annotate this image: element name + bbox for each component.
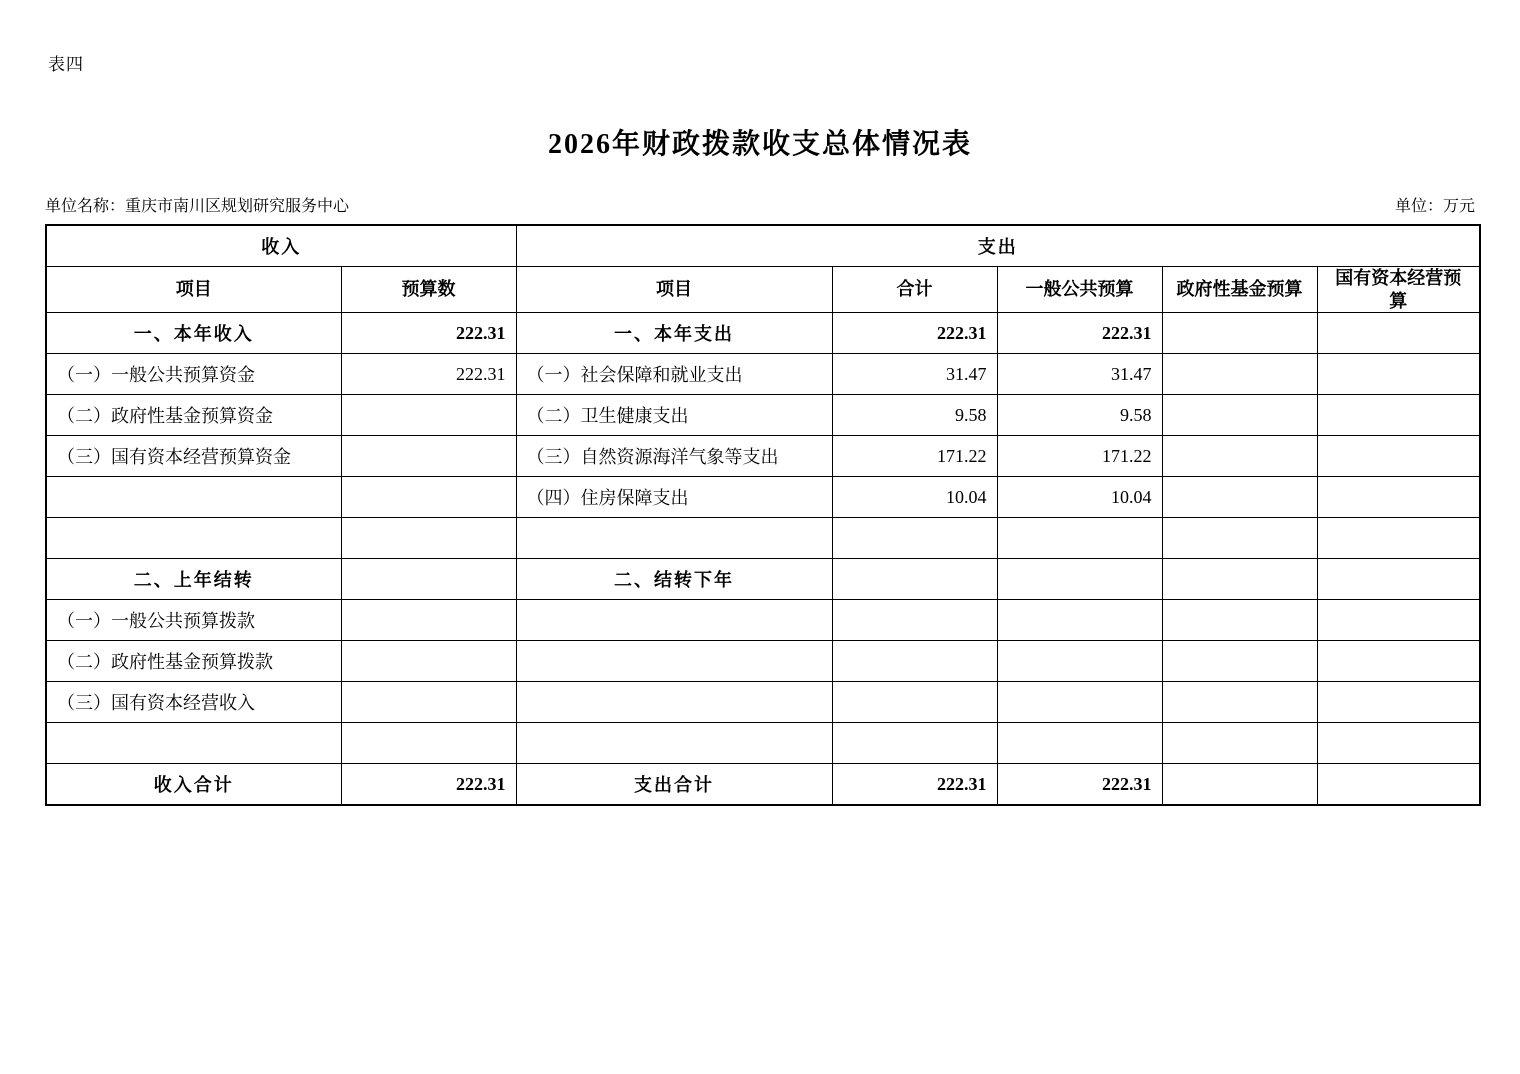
cell-income-budget: 222.31 (341, 313, 516, 354)
cell-total (832, 723, 997, 764)
cell-gov-fund (1162, 354, 1317, 395)
cell-income-item: （三）国有资本经营收入 (46, 682, 341, 723)
cell-income-budget (341, 682, 516, 723)
cell-gov-fund (1162, 723, 1317, 764)
cell-general-public (997, 723, 1162, 764)
cell-gov-fund (1162, 477, 1317, 518)
cell-income-item: 二、上年结转 (46, 559, 341, 600)
group-header-expense: 支出 (516, 225, 1480, 267)
table-row (46, 559, 1480, 600)
cell-general-public-total: 222.31 (997, 764, 1162, 806)
page-title: 2026年财政拨款收支总体情况表 (547, 129, 972, 160)
table-row (46, 600, 1480, 641)
table-row (46, 723, 1480, 764)
cell-income-budget (341, 395, 516, 436)
cell-total: 31.47 (832, 354, 997, 395)
cell-income-item: （二）政府性基金预算资金 (46, 395, 341, 436)
cell-state-capital (1317, 477, 1480, 518)
amount-unit-label: 单位：万元 (1394, 198, 1475, 215)
group-header-income: 收入 (46, 225, 516, 267)
cell-state-capital (1317, 354, 1480, 395)
total-row (46, 764, 1480, 806)
cell-gov-fund (1162, 682, 1317, 723)
cell-expense-item: （二）卫生健康支出 (516, 395, 832, 436)
cell-expense-item: （四）住房保障支出 (516, 477, 832, 518)
cell-income-budget: 222.31 (341, 354, 516, 395)
cell-expense-item: 一、本年支出 (516, 313, 832, 354)
unit-name-value: 重庆市南川区规划研究服务中心 (125, 198, 350, 215)
cell-income-item: （一）一般公共预算拨款 (46, 600, 341, 641)
table-row (46, 436, 1480, 477)
cell-total: 9.58 (832, 395, 997, 436)
cell-state-capital (1317, 600, 1480, 641)
cell-gov-fund (1162, 313, 1317, 354)
column-header-row (46, 267, 1480, 313)
cell-general-public: 10.04 (997, 477, 1162, 518)
cell-expense-item (516, 641, 832, 682)
cell-expense-item: 二、结转下年 (516, 559, 832, 600)
cell-state-capital (1317, 436, 1480, 477)
cell-income-budget (341, 559, 516, 600)
col-header-expense-item: 项目 (516, 267, 832, 313)
meta-row (45, 193, 1475, 217)
cell-income-budget (341, 477, 516, 518)
cell-income-item: （一）一般公共预算资金 (46, 354, 341, 395)
table-row (46, 641, 1480, 682)
cell-income-total-value: 222.31 (341, 764, 516, 806)
cell-general-public: 31.47 (997, 354, 1162, 395)
cell-gov-fund (1162, 559, 1317, 600)
table-row (46, 354, 1480, 395)
cell-total (832, 600, 997, 641)
cell-total (832, 559, 997, 600)
cell-income-budget (341, 436, 516, 477)
cell-total (832, 641, 997, 682)
cell-state-capital (1317, 313, 1480, 354)
cell-general-public: 171.22 (997, 436, 1162, 477)
unit-name-label: 单位名称： (45, 198, 126, 215)
cell-gov-fund (1162, 600, 1317, 641)
cell-income-item: 一、本年收入 (46, 313, 341, 354)
cell-expense-item (516, 682, 832, 723)
cell-state-capital (1317, 395, 1480, 436)
col-header-income-item: 项目 (46, 267, 341, 313)
budget-table-body (46, 225, 1480, 805)
table-row (46, 313, 1480, 354)
col-header-general-public: 一般公共预算 (997, 267, 1162, 313)
cell-gov-fund (1162, 518, 1317, 559)
cell-general-public (997, 559, 1162, 600)
cell-income-item (46, 723, 341, 764)
unit-name-line (45, 193, 349, 216)
cell-expense-total-value: 222.31 (832, 764, 997, 806)
cell-total: 171.22 (832, 436, 997, 477)
cell-total (832, 518, 997, 559)
cell-income-budget (341, 600, 516, 641)
cell-total (832, 682, 997, 723)
cell-gov-fund (1162, 436, 1317, 477)
cell-state-capital (1317, 682, 1480, 723)
cell-state-capital (1317, 518, 1480, 559)
col-header-total: 合计 (832, 267, 997, 313)
budget-table (45, 224, 1481, 806)
table-row (46, 477, 1480, 518)
cell-total: 222.31 (832, 313, 997, 354)
cell-expense-item: （一）社会保障和就业支出 (516, 354, 832, 395)
cell-expense-item (516, 723, 832, 764)
cell-income-item: （二）政府性基金预算拨款 (46, 641, 341, 682)
cell-income-budget (341, 723, 516, 764)
cell-general-public (997, 682, 1162, 723)
cell-total: 10.04 (832, 477, 997, 518)
cell-general-public (997, 518, 1162, 559)
cell-income-total-label: 收入合计 (46, 764, 341, 806)
cell-general-public: 222.31 (997, 313, 1162, 354)
cell-general-public (997, 600, 1162, 641)
cell-income-budget (341, 518, 516, 559)
cell-expense-total-label: 支出合计 (516, 764, 832, 806)
cell-gov-fund (1162, 641, 1317, 682)
sheet-label: 表四 (48, 55, 84, 74)
cell-expense-item (516, 600, 832, 641)
table-row (46, 518, 1480, 559)
cell-income-budget (341, 641, 516, 682)
col-header-income-budget: 预算数 (341, 267, 516, 313)
cell-general-public: 9.58 (997, 395, 1162, 436)
cell-general-public (997, 641, 1162, 682)
cell-expense-item (516, 518, 832, 559)
table-row (46, 395, 1480, 436)
col-header-state-capital: 国有资本经营预算 (1317, 267, 1480, 313)
col-header-gov-fund: 政府性基金预算 (1162, 267, 1317, 313)
table-row (46, 682, 1480, 723)
cell-income-item (46, 518, 341, 559)
cell-gov-fund-total (1162, 764, 1317, 806)
group-header-row (46, 225, 1480, 267)
cell-income-item: （三）国有资本经营预算资金 (46, 436, 341, 477)
cell-gov-fund (1162, 395, 1317, 436)
cell-state-capital (1317, 559, 1480, 600)
cell-income-item (46, 477, 341, 518)
cell-expense-item: （三）自然资源海洋气象等支出 (516, 436, 832, 477)
cell-state-capital (1317, 723, 1480, 764)
cell-state-capital-total (1317, 764, 1480, 806)
cell-state-capital (1317, 641, 1480, 682)
